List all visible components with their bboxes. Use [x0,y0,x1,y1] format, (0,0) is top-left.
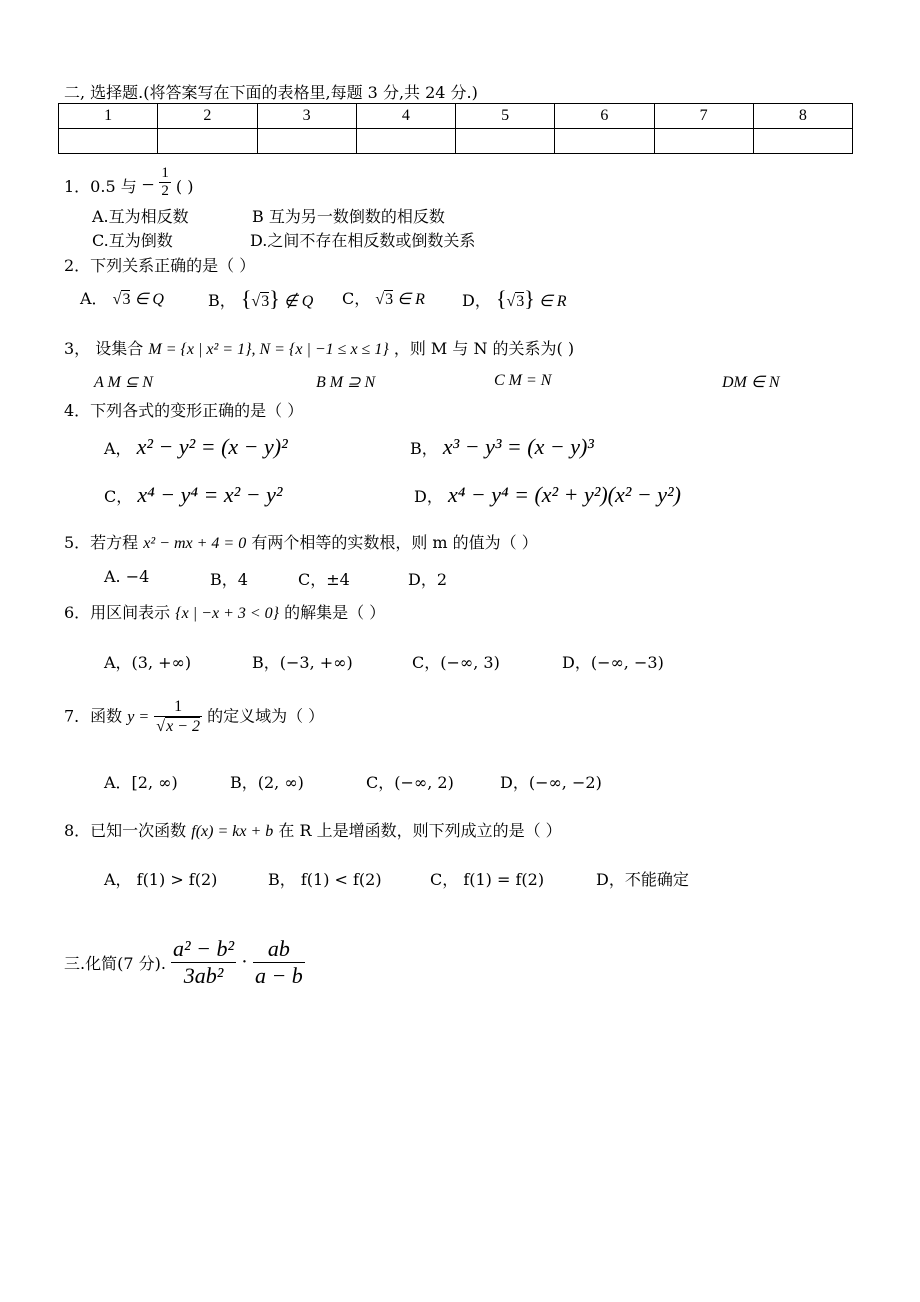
answer-table-header: 1 [59,104,158,129]
q5-option-a: A. −4 [104,567,150,586]
q4-b-expression: x³ − y³ = (x − y)³ [442,434,594,459]
q1-fraction-denominator: 2 [161,183,169,199]
q1-option-b: B 互为另一数倒数的相反数 [252,207,445,226]
q4-option-a [104,434,288,460]
q4-b-label: B， [410,439,438,458]
q5-equation: x² − mx + 4 = 0 [143,535,247,552]
section-3-label: 三.化简(7 分). [64,954,166,973]
question-1-stem [64,165,194,200]
answer-cell[interactable] [456,129,555,154]
q6-stem-text: 6．用区间表示 [64,603,171,622]
q3-option-b: B M ⊇ N [316,374,376,391]
s3-fraction-1-numerator: a² − b² [173,936,235,961]
q7-fraction-numerator: 1 [174,698,183,715]
question-5-stem [64,530,538,553]
q6-option-a: A，(3, +∞) [104,653,192,672]
answer-table-header: 4 [356,104,455,129]
s3-fraction-2-denominator: a − b [254,963,303,988]
q3-option-d: DM ∈ N [722,374,780,391]
q4-option-b [410,434,594,460]
q2-option-d: D， {√3} ∈ R [462,286,567,311]
q8-stem-text: 8．已知一次函数 [64,821,187,840]
answer-table-header: 2 [158,104,257,129]
q7-option-b: B，(2, ∞) [230,773,304,792]
q5-option-c: C，±4 [298,570,350,589]
q8-option-b: B， f(1) < f(2) [268,870,382,889]
q2-d-relation: ∈ R [534,293,567,310]
q2-a-relation: ∈ Q [130,291,164,308]
answer-table-header: 7 [654,104,753,129]
q8-tail: 在 R 上是增函数，则下列成立的是（ ） [278,821,562,840]
q7-option-c: C，(−∞, 2) [366,773,454,792]
q4-a-label: A， [104,439,132,458]
q2-a-label: A． [80,289,108,308]
section-2-heading: 二, 选择题.(将答案写在下面的表格里,每题 3 分,共 24 分.) [64,83,478,102]
s3-fraction-2 [253,936,305,989]
q4-option-d [414,482,681,508]
q6-option-d: D，(−∞, −3) [562,653,664,672]
q4-c-expression: x⁴ − y⁴ = x² − y² [137,482,283,507]
q7-stem-text: 7．函数 [64,706,123,726]
q6-tail: 的解集是（ ） [284,603,386,622]
q7-option-d: D，(−∞, −2) [500,773,602,792]
s3-multiply-dot: · [241,951,248,973]
q3-option-a: A M ⊆ N [94,374,153,391]
q2-b-relation: ∉ Q [279,293,314,310]
q2-a-radicand: 3 [122,291,131,308]
q2-c-radicand: 3 [385,291,394,308]
q2-c-relation: ∈ R [393,291,425,308]
q8-function: f(x) = kx + b [191,823,274,840]
q1-option-d: D.之间不存在相反数或倒数关系 [250,231,476,250]
q1-stem-text: 1．0.5 与 [64,177,137,196]
q7-radicand: x − 2 [166,718,200,735]
answer-table-header: 3 [257,104,356,129]
answer-cell[interactable] [257,129,356,154]
answer-table-header-row [59,104,853,129]
s3-fraction-2-numerator: ab [267,936,290,961]
q7-fraction-denominator: √x − 2 [156,718,200,735]
q2-d-label: D， [462,291,491,310]
answer-table-header: 6 [555,104,654,129]
q2-option-c: C， √3 ∈ R [342,289,425,308]
q5-tail: 有两个相等的实数根，则 m 的值为（ ） [251,533,538,552]
q1-option-c: C.互为倒数 [92,231,173,250]
q4-d-label: D， [414,487,443,506]
q7-tail: 的定义域为（ ） [207,706,325,726]
q2-b-label: B， [208,291,236,310]
question-8-stem [64,818,562,841]
question-6-stem [64,600,385,623]
answer-cell[interactable] [158,129,257,154]
q4-d-expression: x⁴ − y⁴ = (x² + y²)(x² − y²) [447,482,681,507]
question-2-stem: 2．下列关系正确的是（ ） [64,256,256,275]
q5-option-d: D，2 [408,570,448,589]
q6-option-b: B，(−3, +∞) [252,653,353,672]
q3-option-c: C M = N [494,372,552,389]
q5-option-b: B，4 [210,570,248,589]
q6-option-c: C，(−∞, 3) [412,653,500,672]
q2-b-radicand: 3 [261,293,270,310]
answer-table [58,103,853,154]
q1-answer-paren: ( ) [175,177,194,196]
s3-fraction-1 [171,936,236,989]
q2-d-radicand: 3 [516,293,525,310]
answer-cell[interactable] [555,129,654,154]
q1-fraction [159,165,171,200]
answer-table-header: 8 [753,104,852,129]
q1-option-a: A.互为相反数 [92,207,189,226]
q7-lhs: y = [127,708,150,726]
question-7-stem [64,698,324,736]
section-3-expression [64,936,305,989]
q2-option-b: B， {√3} ∉ Q [208,286,314,311]
q2-option-a: A． √3 ∈ Q [80,289,164,308]
q4-option-c [104,482,282,508]
q6-set: {x | −x + 3 < 0} [175,605,280,622]
q7-fraction [154,698,202,736]
answer-cell[interactable] [59,129,158,154]
s3-fraction-1-denominator: 3ab² [171,962,236,989]
q3-tail: ，则 M 与 N 的关系为( ) [393,339,575,358]
q3-stem-text: 3， 设集合 [64,339,144,358]
q5-stem-text: 5．若方程 [64,533,139,552]
answer-cell[interactable] [356,129,455,154]
answer-cell[interactable] [654,129,753,154]
answer-cell[interactable] [753,129,852,154]
q8-option-a: A， f(1) > f(2) [104,870,218,889]
q4-a-expression: x² − y² = (x − y)² [136,434,288,459]
question-3-stem [64,336,574,359]
q3-sets: M = {x | x² = 1}, N = {x | −1 ≤ x ≤ 1} [148,341,389,358]
answer-table-answer-row [59,129,853,154]
q1-minus: − [141,172,155,197]
answer-table-header: 5 [456,104,555,129]
question-4-stem: 4．下列各式的变形正确的是（ ） [64,401,304,420]
q8-option-d: D，不能确定 [596,870,689,889]
q1-fraction-numerator: 1 [161,165,169,181]
q2-c-label: C， [342,289,371,308]
q8-option-c: C， f(1) = f(2) [430,870,545,889]
q7-option-a: A．[2, ∞) [104,773,178,792]
q4-c-label: C， [104,487,133,506]
